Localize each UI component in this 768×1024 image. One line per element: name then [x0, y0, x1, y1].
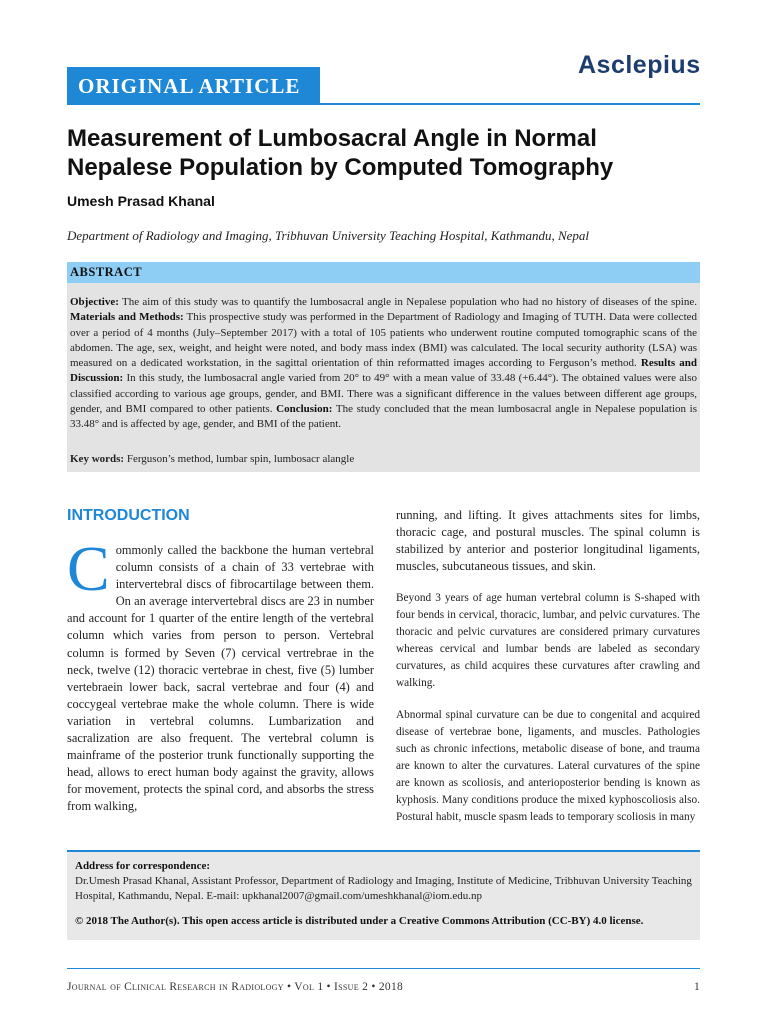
article-title: Measurement of Lumbosacral Angle in Normal Nepalese Population by Computed Tomography — [67, 125, 614, 181]
results-text: In this study, the lumbosacral angle varied from 20° to 49° with a mean value of 33.48 (+6.44°). The obtained values were also classified according to various age groups, gender, and BMI. There was a significant difference in the values between different age groups, gender, and BMI compared to other patients. — [70, 372, 697, 416]
banner-rule — [320, 103, 700, 105]
intro-paragraph-3: Abnormal spinal curvature can be due to congenital and acquired disease of vertebrae bone, ligaments, and muscles. Pathologies such as chronic infections, metabolic disease of bone, and trauma are known to alter the curvatures. Lateral curvatures of the spine are known as scoliosis, and anterioposterior bending is known as kyphosis. Many conditions produce the mixed kyphoscoliosis also. Postural habit, muscle spasm leads to temporary scoliosis in many — [396, 709, 700, 824]
objective-label: Objective: — [70, 296, 119, 308]
conclusion-text: The study concluded that the mean lumbosacral angle in Nepalese population is 33.48° and is affected by age, gender, and BMI of the patient. — [70, 403, 698, 431]
author-affiliation: Department of Radiology and Imaging, Tribhuvan University Teaching Hospital, Kathmandu, Nepal — [67, 228, 590, 243]
publisher-logo: Asclepius — [578, 51, 701, 79]
journal-citation: Journal of Clinical Research in Radiology • Vol 1 • Issue 2 • 2018 — [67, 981, 404, 993]
abstract-text — [67, 283, 700, 433]
drop-cap: C — [67, 533, 110, 604]
page-number: 1 — [693, 981, 700, 993]
intro-paragraph-1-continued: running, and lifting. It gives attachments sites for limbs, thoracic cage, and postural muscles. The spinal column is stabilized by anterior and posterior longitudinal ligaments, muscles, subcutaneous tissues, and skin. — [396, 508, 700, 574]
keywords-text: Ferguson’s method, lumbar spin, lumbosacr alangle — [124, 453, 355, 465]
left-column — [67, 533, 374, 816]
footer-rule — [67, 968, 700, 969]
conclusion-label: Conclusion: — [272, 403, 333, 416]
methods-label: Materials and Methods: — [70, 311, 184, 324]
correspondence-box — [67, 850, 700, 940]
intro-paragraph-1-text: ommonly called the backbone the human vertebral column consists of a chain of 33 vertebrae with intervertebral discs of fibrocartilage between them. On an average intervertebral discs are 23 in number and account for 1 quarter of the entire length of the vertebral column which varies from person to person. Vertebral column is formed by Seven (7) cervical vertrebrae in the neck, twelve (12) thoracic vertebrae in chest, five (5) lumber vertebraein lower back, sacral vertebrae and four (4) and coccygeal vertebrae make the whole column. There is wide variation in vertebral columns. Lumbarization and sacralization are also frequent. The vertebral column is mainframe of the posterior trunk functionally supporting the head, allows to erect human body against the gravity, allows for movement, protects the spinal cord, and absorbs the stress from walking, — [67, 543, 374, 814]
author-name: Umesh Prasad Khanal — [67, 193, 215, 209]
methods-text: This prospective study was performed in the Department of Radiology and Imaging of TUTH. Data were collected over a period of 4 months (July–September 2017) with a total of 105 patients who underwent routine computed tomographic scans of the abdomen. The age, sex, weight, and height were noted, and body mass index (BMI) was calculated. The local security authority (LSA) was measured on a dedicated workstation, in the sagittal orientation of thin reformatted images according to Ferguson’s method. — [70, 311, 698, 370]
abstract-box — [67, 262, 700, 472]
objective-text: The aim of this study was to quantify the lumbosacral angle in Nepalese population who had no history of diseases of the spine. — [118, 296, 697, 308]
results-label: Results and Discussion: — [70, 357, 697, 385]
abstract-heading: ABSTRACT — [67, 262, 700, 283]
intro-paragraph-2: Beyond 3 years of age human vertebral column is S-shaped with four bends in cervical, thoracic, lumbar, and pelvic curvatures. The thoracic and pelvic curvatures are considered primary curvatures whereas cervical and lumbar bends are labeled as secondary curvatures, as child acquires these curvatures after crawling and walking. — [396, 592, 700, 690]
keywords-label: Key words: — [70, 453, 125, 465]
article-type-banner: ORIGINAL ARTICLE — [67, 67, 320, 105]
license-notice: © 2018 The Author(s). This open access article is distributed under a Creative Commons Attribution (CC-BY) 4.0 license. — [75, 915, 644, 927]
right-column — [396, 507, 700, 826]
correspondence-label: Address for correspondence: — [75, 860, 211, 872]
introduction-heading: INTRODUCTION — [67, 507, 190, 524]
correspondence-text: Dr.Umesh Prasad Khanal, Assistant Professor, Department of Radiology and Imaging, Institute of Medicine, Tribhuvan University Teaching Hospital, Kathmandu, Nepal. E-mail: upkhanal2007@gmail.com/umeshkhanal@iom.edu.np — [75, 875, 692, 902]
keywords — [70, 453, 354, 465]
intro-paragraph-1 — [67, 533, 374, 816]
page-footer — [67, 981, 700, 993]
